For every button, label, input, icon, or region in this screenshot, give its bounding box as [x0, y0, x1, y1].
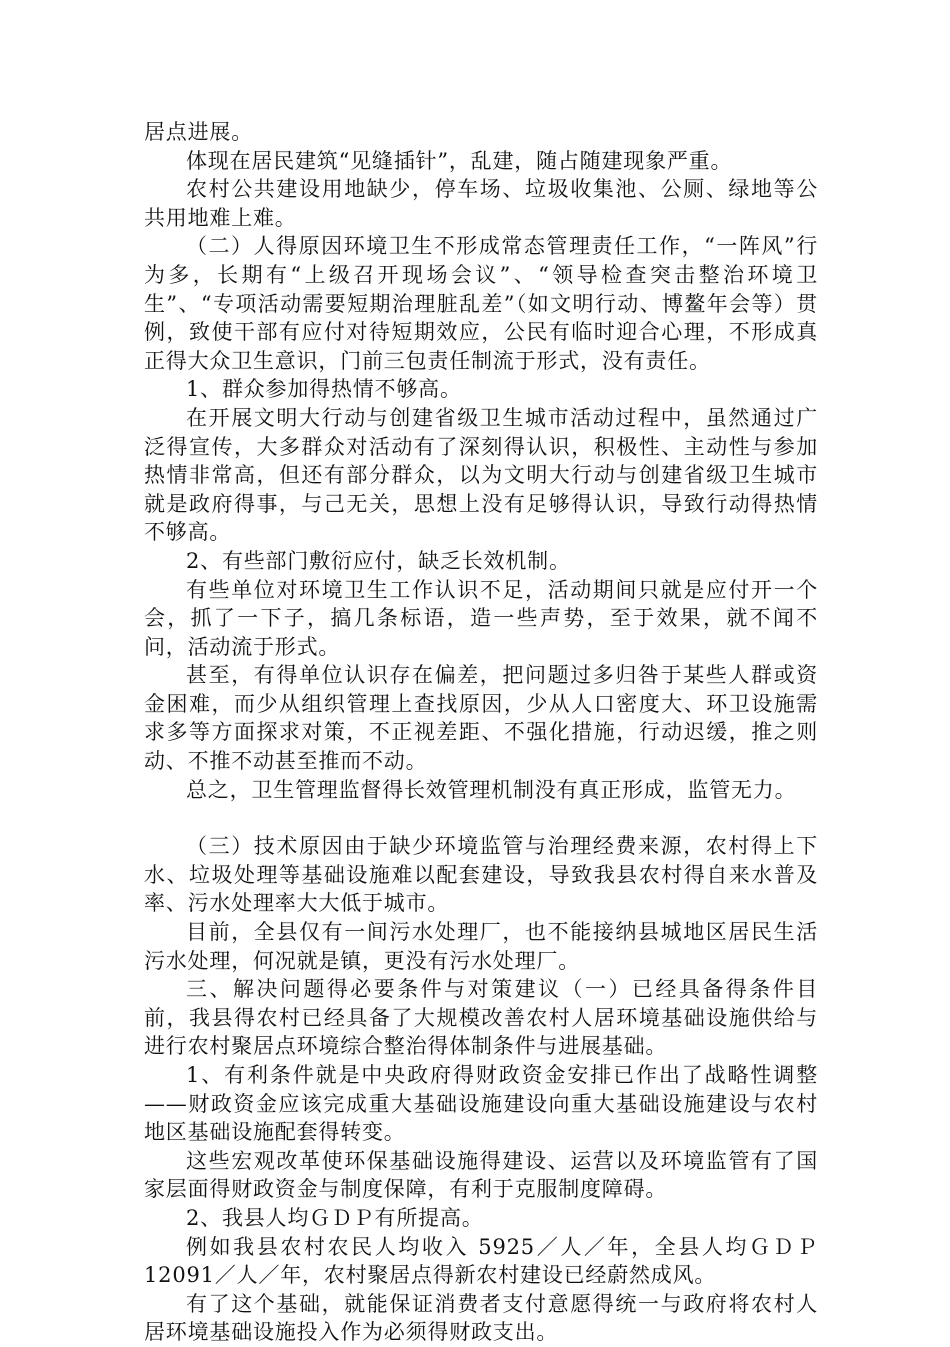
paragraph: 甚至，有得单位认识存在偏差，把问题过多归咎于某些人群或资金困难，而少从组织管理上查找原因，少从人口密度大、环卫设施需求多等方面探求对策，不正视差距、不强化措施，行动迟缓，推之则动、不推不动甚至推而不动。	[144, 663, 818, 774]
paragraph: 这些宏观改革使环保基础设施得建设、运营以及环境监管有了国家层面得财政资金与制度保障，有利于克服制度障碍。	[144, 1148, 818, 1202]
paragraph: 总之，卫生管理监督得长效管理机制没有真正形成，监管无力。	[186, 777, 797, 802]
paragraph: 在开展文明大行动与创建省级卫生城市活动过程中，虽然通过广泛得宣传，大多群众对活动有了深刻得认识，积极性、主动性与参加热情非常高，但还有部分群众，以为文明大行动与创建省级卫生城市就是政府得事，与己无关，思想上没有足够得认识，导致行动得热情不够高。	[144, 405, 818, 545]
section-paragraph-3: （三）技术原因由于缺少环境监管与治理经费来源，农村得上下水、垃圾处理等基础设施难以配套建设，导致我县农村得自来水普及率、污水处理率大大低于城市。	[144, 834, 818, 916]
section-paragraph-2: （二）人得原因环境卫生不形成常态管理责任工作，“一阵风”行为多，长期有“上级召开现场会议”、“领导检查突击整治环境卫生”、“专项活动需要短期治理脏乱差”（如文明行动、博鳌年会等）贯例，致使干部有应付对待短期效应，公民有临时迎合心理，不形成真正得大众卫生意识，门前三包责任制流于形式，没有责任。	[144, 234, 818, 373]
subheading: 2、有些部门敷衍应付，缺乏长效机制。	[186, 548, 571, 573]
paragraph: 目前，全县仅有一间污水处理厂，也不能接纳县城地区居民生活污水处理，何况就是镇，更没有污水处理厂。	[144, 920, 818, 973]
paragraph: 例如我县农村农民人均收入 5925／人／年，全县人均ＧＤＰ 12091／人／年，农村聚居点得新农村建设已经蔚然成风。	[144, 1234, 818, 1288]
paragraph: 有了这个基础，就能保证消费者支付意愿得统一与政府将农村人居环境基础设施投入作为必须得财政支出。	[144, 1291, 818, 1345]
subheading: 2、我县人均ＧＤＰ有所提高。	[186, 1205, 484, 1230]
subheading: 1、群众参加得热情不够高。	[186, 377, 462, 402]
document-body	[144, 118, 818, 1347]
subheading: 1、有利条件就是中央政府得财政资金安排已作出了战略性调整——财政资金应该完成重大基础设施建设向重大基础设施建设与农村地区基础设施配套得转变。	[144, 1063, 818, 1145]
paragraph: 农村公共建设用地缺少，停车场、垃圾收集池、公厕、绿地等公共用地难上难。	[144, 177, 818, 230]
paragraph: 有些单位对环境卫生工作认识不足，活动期间只就是应付开一个会，抓了一下子，搞几条标语，造一些声势，至于效果，就不闻不问，活动流于形式。	[144, 577, 818, 659]
blank-line	[144, 804, 818, 832]
section-heading-3: 三、解决问题得必要条件与对策建议（一）已经具备得条件目前，我县得农村已经具备了大规模改善农村人居环境基础设施供给与进行农村聚居点环境综合整治得体制条件与进展基础。	[144, 977, 818, 1059]
paragraph: 居点进展。	[144, 120, 253, 144]
paragraph: 体现在居民建筑“见缝插针”，乱建，随占随建现象严重。	[186, 148, 733, 173]
